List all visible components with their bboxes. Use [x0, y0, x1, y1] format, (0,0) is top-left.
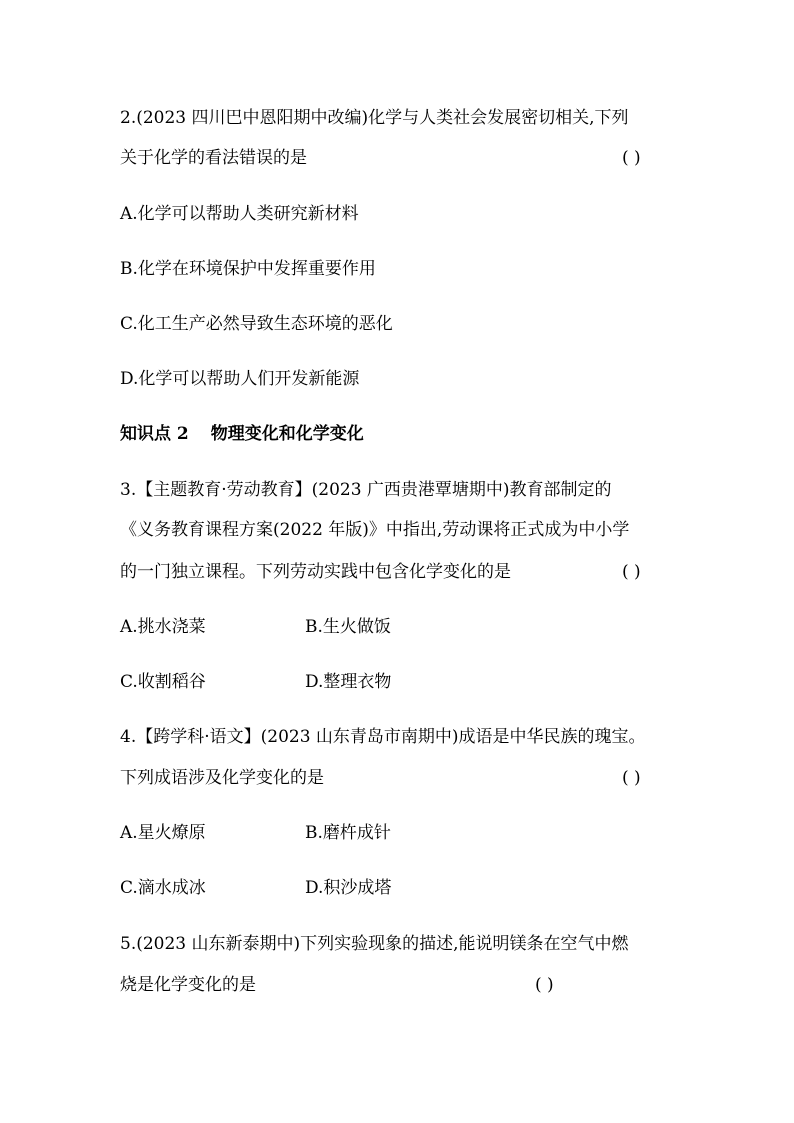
- q5-stem-line2: 烧是化学变化的是: [120, 975, 256, 995]
- section-label: 知识点 2: [120, 424, 189, 444]
- q4-stem-line2: 下列成语涉及化学变化的是: [120, 768, 324, 788]
- q4-option-d: D.积沙成塔: [305, 878, 392, 898]
- q2-answer-parentheses: ( ): [622, 148, 641, 168]
- q3-stem-line1: 3.【主题教育·劳动教育】(2023 广西贵港覃塘期中)教育部制定的: [120, 480, 612, 500]
- q4-option-b: B.磨杵成针: [305, 823, 391, 843]
- q3-stem-line2: 《义务教育课程方案(2022 年版)》中指出,劳动课将正式成为中小学: [120, 520, 630, 540]
- q3-option-b: B.生火做饭: [305, 617, 391, 637]
- q3-answer-parentheses: ( ): [622, 562, 641, 582]
- q3-option-d: D.整理衣物: [305, 672, 392, 692]
- section-title: 物理变化和化学变化: [210, 424, 364, 444]
- q2-stem-line2: 关于化学的看法错误的是: [120, 148, 307, 168]
- q2-option-b: B.化学在环境保护中发挥重要作用: [120, 259, 376, 279]
- q4-answer-parentheses: ( ): [622, 768, 641, 788]
- q5-answer-parentheses: ( ): [535, 975, 554, 995]
- q2-stem-line1: 2.(2023 四川巴中恩阳期中改编)化学与人类社会发展密切相关,下列: [120, 108, 629, 128]
- q5-stem-line1: 5.(2023 山东新泰期中)下列实验现象的描述,能说明镁条在空气中燃: [120, 934, 629, 954]
- q2-option-a: A.化学可以帮助人类研究新材料: [120, 204, 359, 224]
- section-heading: [120, 424, 364, 444]
- q3-stem-line3: 的一门独立课程。下列劳动实践中包含化学变化的是: [120, 562, 511, 582]
- q4-stem-line1: 4.【跨学科·语文】(2023 山东青岛市南期中)成语是中华民族的瑰宝。: [120, 727, 646, 747]
- q4-option-c: C.滴水成冰: [120, 878, 206, 898]
- q2-option-c: C.化工生产必然导致生态环境的恶化: [120, 314, 393, 334]
- q2-option-d: D.化学可以帮助人们开发新能源: [120, 369, 360, 389]
- q3-option-c: C.收割稻谷: [120, 672, 206, 692]
- q4-option-a: A.星火燎原: [120, 823, 206, 843]
- q3-option-a: A.挑水浇菜: [120, 617, 206, 637]
